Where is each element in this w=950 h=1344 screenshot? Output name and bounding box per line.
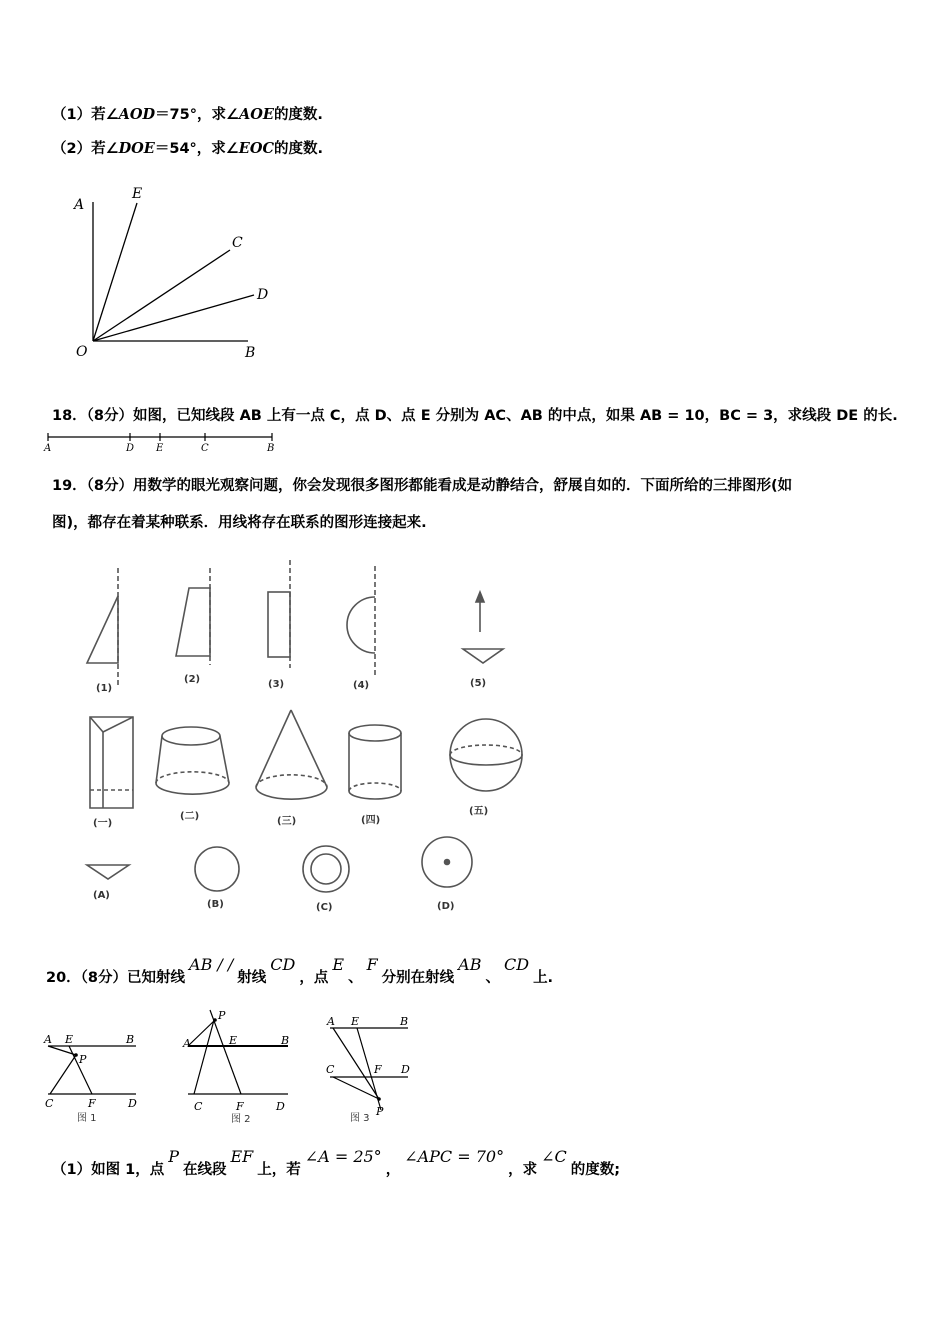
q20-f2-label-a: A <box>183 1037 191 1050</box>
q20-part1-t4: ， <box>385 1162 401 1178</box>
q19-caption-si: (四) <box>361 815 381 826</box>
q20-f2-label-p: P <box>218 1009 226 1022</box>
q20-part1-t3: 上，若 <box>257 1162 301 1178</box>
q20-part1-t1: （1）如图 1，点 <box>52 1162 165 1178</box>
q20-f2-label-f: F <box>236 1100 244 1113</box>
q19-caption-5: (5) <box>470 678 487 689</box>
q17-label-a: A <box>74 197 85 213</box>
q18-label-d: D <box>126 443 135 454</box>
q20-stem-ab-parallel: AB / / <box>189 955 234 974</box>
q19-caption-a: (A) <box>93 890 110 901</box>
q20-part1-t5: ，求 <box>508 1162 538 1178</box>
q20-part1-p: P <box>168 1147 179 1166</box>
q20-stem-cd2: CD <box>503 955 530 974</box>
q19-caption-d: (D) <box>437 901 455 912</box>
q19-caption-b: (B) <box>207 899 224 910</box>
q17-part1-pre: （1）若∠ <box>52 107 119 123</box>
q20-part1 <box>52 1147 621 1179</box>
q20-part1-ef: EF <box>230 1147 254 1166</box>
q20-figure-1 <box>48 1046 136 1094</box>
q18-text: 18．（8分）如图，已知线段 AB 上有一点 C，点 D、点 E 分别为 AC、AB 的中点，如果 AB = 10，BC = 3，求线段 DE 的长. <box>52 408 898 424</box>
q20-part1-angle-c: ∠C <box>541 1147 567 1166</box>
q20-figure-3 <box>330 1028 408 1110</box>
q17-part2-post: 的度数. <box>274 141 324 157</box>
q17-label-o: O <box>76 344 88 360</box>
q20-stem-t6: 、 <box>485 970 500 986</box>
q20-part1-t6: 的度数; <box>570 1162 621 1178</box>
q20-stem-t2: 射线 <box>237 970 267 986</box>
q19-caption-1: (1) <box>96 683 113 694</box>
q17-label-b: B <box>245 345 256 361</box>
q20-caption-1: 图 1 <box>77 1113 97 1124</box>
q20-stem-ab: AB <box>458 955 482 974</box>
q20-f3-label-c: C <box>326 1063 335 1076</box>
q20-f1-label-b: B <box>126 1033 135 1046</box>
q20-stem-t5: 分别在射线 <box>381 970 455 986</box>
q20-f2-label-d: D <box>276 1100 285 1113</box>
q17-label-d: D <box>257 287 269 303</box>
q18-label-a: A <box>44 443 52 454</box>
q19-line2: 图)，都存在着某种联系．用线将存在联系的图形连接起来. <box>52 515 427 531</box>
q20-f3-label-b: B <box>400 1015 409 1028</box>
q20-stem-f: F <box>366 955 378 974</box>
q20-stem-t1: 20．（8分）已知射线 <box>46 970 186 986</box>
q18-label-b: B <box>267 443 275 454</box>
q20-f3-label-f: F <box>374 1063 382 1076</box>
q19-caption-2: (2) <box>184 674 201 685</box>
q19-line1: 19．（8分）用数学的眼光观察问题，你会发现很多图形都能看成是动静结合，舒展自如的．下面所给的三排图形(如 <box>52 478 793 494</box>
q20-f1-label-a: A <box>44 1033 52 1046</box>
q20-caption-2: 图 2 <box>231 1114 251 1125</box>
q17-part1-angle-a: AOD <box>118 106 156 123</box>
q17-part1-mid: ＝75°，求∠ <box>155 107 239 123</box>
q20-f2-label-e: E <box>229 1034 238 1047</box>
q20-f2-label-c: C <box>194 1100 203 1113</box>
q18-label-c: C <box>201 443 209 454</box>
q20-f1-label-c: C <box>45 1097 54 1110</box>
q19-caption-er: (二) <box>180 811 200 822</box>
q17-part2-pre: （2）若∠ <box>52 141 119 157</box>
q20-stem-t4: 、 <box>348 970 363 986</box>
q20-caption-3: 图 3 <box>350 1113 370 1124</box>
q19-caption-3: (3) <box>268 679 285 690</box>
q17-part2-angle-b: EOC <box>238 140 275 157</box>
q20-f1-label-p: P <box>79 1053 87 1066</box>
q19-caption-c: (C) <box>316 902 333 913</box>
q19-caption-4: (4) <box>353 680 370 691</box>
q20-part1-angle-apc: ∠APC = 70° <box>404 1147 505 1166</box>
q20-stem-t3: ，点 <box>299 970 329 986</box>
q20-stem-cd: CD <box>270 955 296 974</box>
q17-part2-mid: ＝54°，求∠ <box>154 141 239 157</box>
q20-f1-label-f: F <box>88 1097 96 1110</box>
q17-part1-angle-b: AOE <box>239 106 274 123</box>
q17-part1-post: 的度数. <box>273 107 323 123</box>
q17-part2-angle-a: DOE <box>118 140 155 157</box>
q20-figure-2 <box>188 1010 288 1094</box>
q20-f1-label-d: D <box>128 1097 137 1110</box>
q17-label-e: E <box>132 186 143 202</box>
q20-stem-t7: 上. <box>533 970 554 986</box>
q20-f3-label-a: A <box>327 1015 335 1028</box>
q20-stem-e: E <box>332 955 345 974</box>
q19-caption-yi: (一) <box>93 818 113 829</box>
q17-label-c: C <box>232 235 243 251</box>
q20-f1-label-e: E <box>65 1033 74 1046</box>
q20-f2-label-b: B <box>281 1034 290 1047</box>
q20-part1-angle-a: ∠A = 25° <box>304 1147 382 1166</box>
q20-part1-t2: 在线段 <box>183 1162 227 1178</box>
q20-f3-label-d: D <box>401 1063 410 1076</box>
q18-label-e: E <box>156 443 164 454</box>
q20-f3-label-p: P <box>376 1105 384 1118</box>
q20-f3-label-e: E <box>351 1015 360 1028</box>
q19-caption-san: (三) <box>277 816 297 827</box>
q19-caption-wu: (五) <box>469 806 489 817</box>
